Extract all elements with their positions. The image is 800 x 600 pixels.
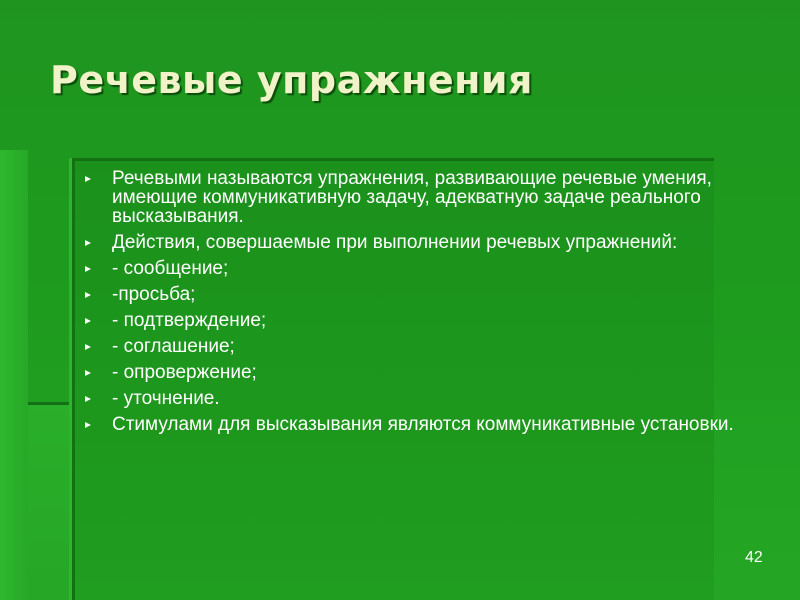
bullet-marker-icon (85, 266, 91, 272)
bullet-marker-icon (85, 344, 91, 350)
bullet-text: Действия, совершаемые при выполнении речевых упражнений: (112, 232, 678, 253)
page-number: 42 (745, 549, 763, 566)
bullet-text: - сообщение; (112, 258, 229, 279)
bullet-text: Стимулами для высказывания являются коммуникативные установки. (112, 414, 734, 435)
bullet-item (82, 363, 742, 382)
bullet-text: -просьба; (112, 284, 196, 305)
bullet-marker-icon (85, 370, 91, 376)
bullet-text: - опровержение; (112, 362, 257, 383)
bullet-item (82, 169, 742, 226)
bullet-marker-icon (85, 176, 91, 182)
bullet-list (82, 169, 742, 441)
bullet-item (82, 389, 742, 408)
bullet-marker-icon (85, 422, 91, 428)
bullet-item (82, 337, 742, 356)
bullet-text: Речевыми называются упражнения, развивающие речевые умения, имеющие коммуникативную задачу, адекватную задаче реального высказывания. (112, 168, 712, 227)
bullet-item (82, 233, 742, 252)
bullet-marker-icon (85, 292, 91, 298)
bullet-item (82, 259, 742, 278)
bullet-item (82, 311, 742, 330)
bullet-text: - уточнение. (112, 388, 220, 409)
bullet-text: - соглашение; (112, 336, 235, 357)
bullet-marker-icon (85, 318, 91, 324)
bullet-marker-icon (85, 396, 91, 402)
bullet-item (82, 285, 742, 304)
bullet-marker-icon (85, 240, 91, 246)
decorative-strip (0, 150, 28, 600)
slide-title: Речевые упражнения (50, 58, 533, 102)
bullet-text: - подтверждение; (112, 310, 267, 331)
bullet-item (82, 415, 742, 434)
